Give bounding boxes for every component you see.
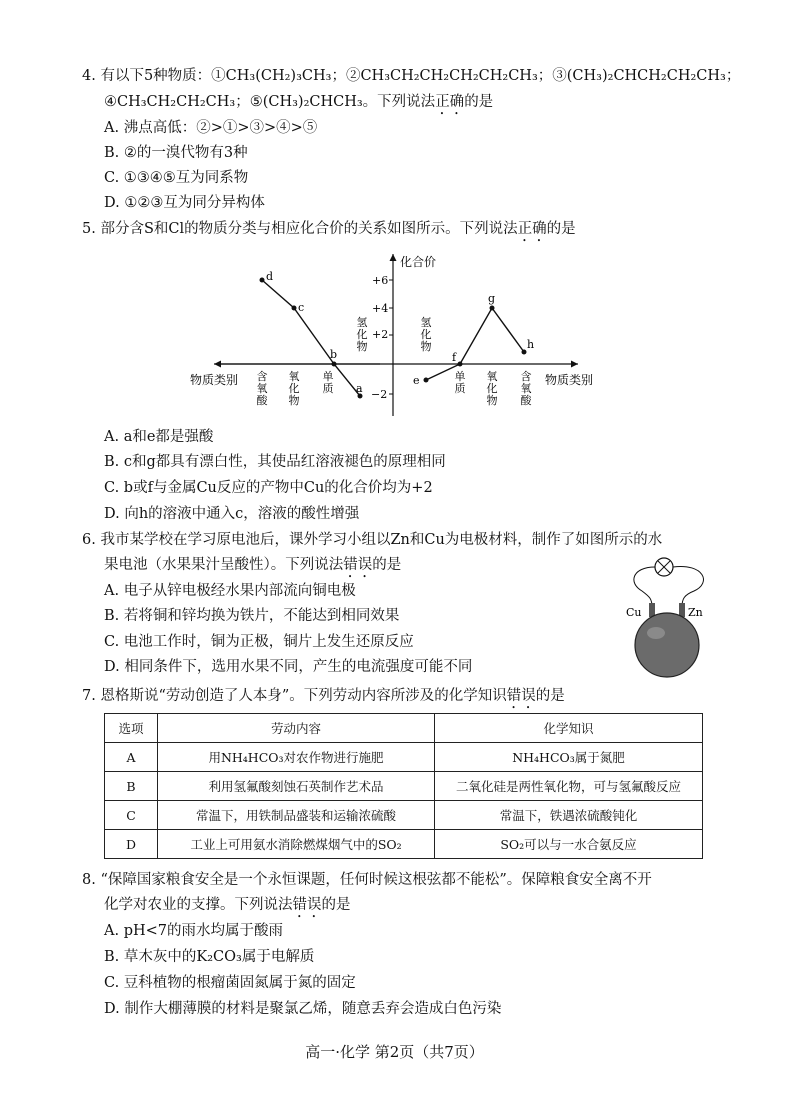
q4-option-c: C. ①③④⑤互为同系物: [104, 170, 249, 186]
q5-stem: [82, 219, 576, 245]
cu-label: Cu: [626, 606, 642, 619]
tick-plus2: +2: [372, 328, 389, 341]
left-hydride-label: 氢化物: [356, 316, 368, 353]
q4-stem-tail: 的是: [464, 94, 494, 110]
q8-stem-text: 化学对农业的支撑。下列说法: [104, 897, 293, 913]
row-a-option: A: [105, 743, 158, 772]
q8-option-a: A. pH<7的雨水均属于酸雨: [104, 923, 283, 939]
q6-option-c: C. 电池工作时，铜为正极，铜片上发生还原反应: [104, 634, 414, 650]
tick-plus6: +6: [372, 274, 389, 287]
q5-stem-text: 5. 部分含S和Cl的物质分类与相应化合价的关系如图所示。下列说法: [82, 221, 518, 237]
q4-stem-line1: 4. 有以下5种物质：①CH₃(CH₂)₃CH₃；②CH₃CH₂CH₂CH₂CH₂CH₃；③(CH₃)₂CHCH₂CH₂CH₃；: [82, 68, 741, 84]
point-c: [292, 306, 297, 311]
cu-electrode: [649, 603, 655, 617]
q6-stem-tail: 的是: [372, 557, 402, 573]
q8-stem-tail: 的是: [321, 897, 351, 913]
table-row: [105, 772, 703, 801]
q4-stem-text: ④CH₃CH₂CH₂CH₃；⑤(CH₃)₂CHCH₃。下列说法: [104, 94, 436, 110]
header-chem: 化学知识: [435, 714, 703, 743]
point-b: [332, 362, 337, 367]
point-d: [260, 278, 265, 283]
wire-left: [634, 567, 655, 607]
q8-stem-line2: [104, 895, 351, 921]
right-cat-element: 单质: [454, 370, 466, 395]
row-d-labor: 工业上可用氨水消除燃煤烟气中的SO₂: [158, 830, 435, 859]
zn-electrode: [679, 603, 685, 617]
right-hydride-label: 氢化物: [420, 316, 432, 353]
q4-option-a: A. 沸点高低：②>①>③>④>⑤: [104, 120, 318, 136]
row-b-labor: 利用氢氟酸刻蚀石英制作艺术品: [158, 772, 435, 801]
q6-stem-line2: [104, 555, 401, 581]
y-axis-title: 化合价: [400, 255, 437, 269]
label-b: b: [330, 348, 338, 361]
left-cat-oxyacid: 含氧酸: [256, 370, 268, 407]
q5-emphasis: 正确: [517, 221, 547, 237]
q7-table: [104, 713, 703, 859]
q8-option-b: B. 草木灰中的K₂CO₃属于电解质: [104, 949, 315, 965]
right-cat-oxyacid: 含氧酸: [520, 370, 532, 407]
row-a-labor: 用NH₄HCO₃对农作物进行施肥: [158, 743, 435, 772]
wire-right: [673, 566, 703, 607]
row-c-labor: 常温下，用铁制品盛装和运输浓硫酸: [158, 801, 435, 830]
tick-plus4: +4: [372, 302, 389, 315]
row-c-option: C: [105, 801, 158, 830]
q8-emphasis: 错误: [292, 897, 322, 913]
row-c-chem: 常温下，铁遇浓硫酸钝化: [435, 801, 703, 830]
table-row: [105, 830, 703, 859]
table-header-row: [105, 714, 703, 743]
q8-option-d: D. 制作大棚薄膜的材料是聚氯乙烯，随意丢弃会造成白色污染: [104, 1001, 502, 1017]
left-cat-element: 单质: [322, 370, 334, 395]
q6-option-d: D. 相同条件下，选用水果不同，产生的电流强度可能不同: [104, 659, 473, 675]
point-h: [522, 350, 527, 355]
x-title-left: 物质类别: [190, 373, 239, 387]
point-g: [490, 306, 495, 311]
q5-option-d: D. 向h的溶液中通入c，溶液的酸性增强: [104, 506, 360, 522]
q7-stem-tail: 的是: [535, 688, 565, 704]
row-d-option: D: [105, 830, 158, 859]
fruit-battery-figure: [622, 553, 722, 678]
point-f: [458, 362, 463, 367]
q6-stem-text: 果电池（水果果汁呈酸性）。下列说法: [104, 557, 344, 573]
zn-label: Zn: [688, 606, 703, 619]
q5-option-a: A. a和e都是强酸: [104, 429, 214, 445]
q6-emphasis: 错误: [343, 557, 373, 573]
header-option: 选项: [105, 714, 158, 743]
label-h: h: [527, 338, 535, 351]
row-b-option: B: [105, 772, 158, 801]
header-labor: 劳动内容: [158, 714, 435, 743]
q4-emphasis: 正确: [435, 94, 465, 110]
label-e: e: [413, 374, 420, 387]
label-g: g: [488, 292, 496, 305]
left-cat-oxide: 氧化物: [288, 370, 300, 407]
q5-option-c: C. b或f与金属Cu反应的产物中Cu的化合价均为+2: [104, 480, 433, 496]
table-row: [105, 801, 703, 830]
sulfur-line: [262, 280, 360, 396]
q8-option-c: C. 豆科植物的根瘤菌固氮属于氮的固定: [104, 975, 356, 991]
right-cat-oxide: 氧化物: [486, 370, 498, 407]
q4-stem-line2: [104, 92, 493, 118]
table-row: [105, 743, 703, 772]
tick-minus2: −2: [371, 388, 388, 401]
q7-stem-text: 7. 恩格斯说“劳动创造了人本身”。下列劳动内容所涉及的化学知识: [82, 688, 507, 704]
q8-stem-line1: 8. “保障国家粮食安全是一个永恒课题，任何时候这根弦都不能松”。保障粮食安全离不开: [82, 872, 652, 888]
q4-option-d: D. ①②③互为同分异构体: [104, 195, 265, 211]
fruit-icon: [635, 613, 699, 677]
q4-option-b: B. ②的一溴代物有3种: [104, 145, 248, 161]
chlorine-line: [426, 308, 524, 380]
q7-emphasis: 错误: [506, 688, 536, 704]
q6-option-b: B. 若将铜和锌均换为铁片，不能达到相同效果: [104, 608, 400, 624]
q6-stem-line1: 6. 我市某学校在学习原电池后，课外学习小组以Zn和Cu为电极材料，制作了如图所示的水: [82, 532, 663, 548]
label-c: c: [298, 301, 305, 314]
q7-stem: [82, 686, 565, 712]
x-title-right: 物质类别: [545, 373, 594, 387]
q5-stem-tail: 的是: [546, 221, 576, 237]
row-d-chem: SO₂可以与一水合氨反应: [435, 830, 703, 859]
page-footer: 高一·化学 第2页（共7页）: [305, 1043, 484, 1061]
label-a: a: [356, 382, 363, 395]
q5-option-b: B. c和g都具有漂白性，其使品红溶液褪色的原理相同: [104, 454, 446, 470]
q6-option-a: A. 电子从锌电极经水果内部流向铜电极: [104, 583, 356, 599]
label-f: f: [452, 351, 457, 364]
point-e: [424, 378, 429, 383]
valence-diagram: [180, 246, 610, 421]
label-d: d: [266, 270, 274, 283]
row-b-chem: 二氧化硅是两性氧化物，可与氢氟酸反应: [435, 772, 703, 801]
row-a-chem: NH₄HCO₃属于氮肥: [435, 743, 703, 772]
